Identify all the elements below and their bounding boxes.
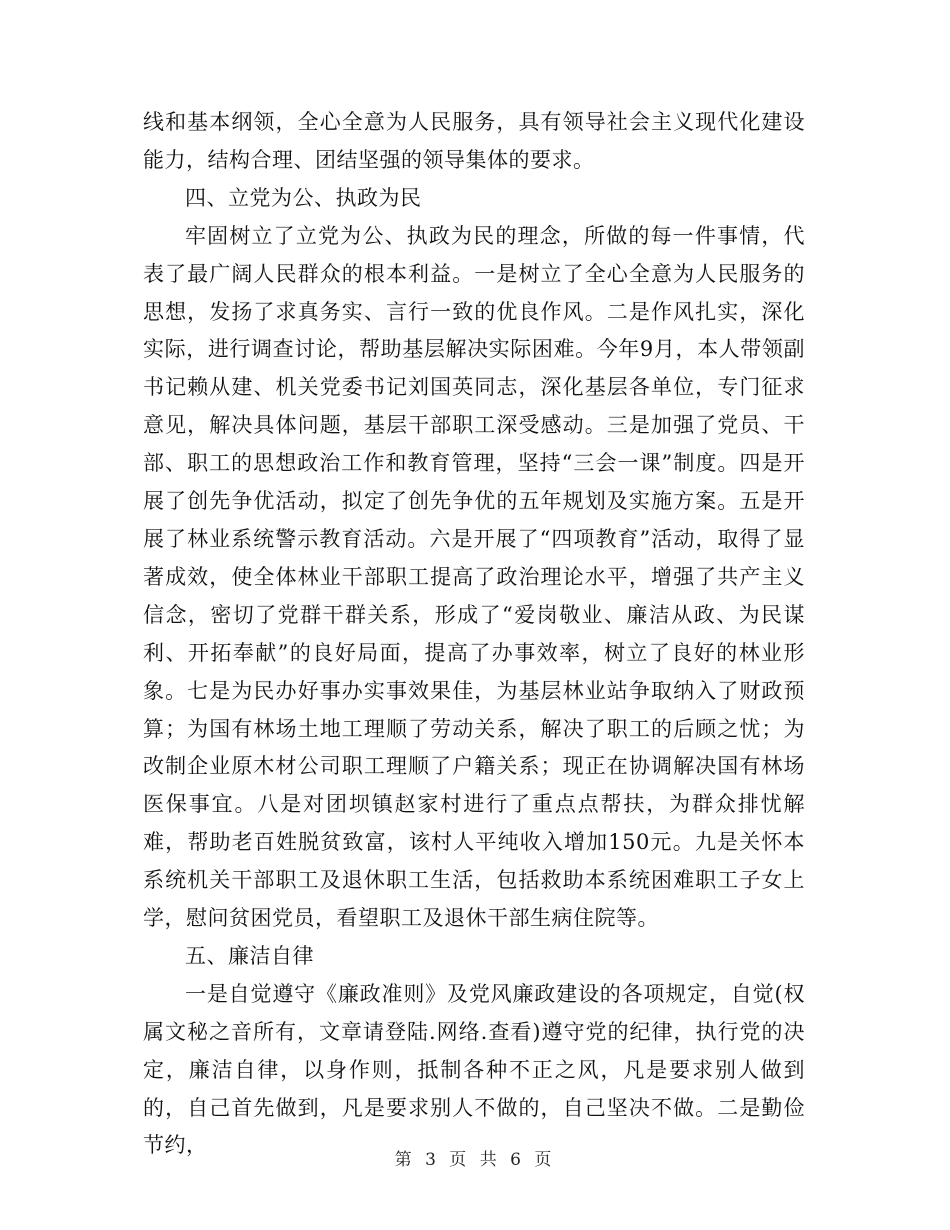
- section-heading-five: 五、廉洁自律: [185, 943, 314, 968]
- section-heading-four: 四、立党为公、执政为民: [185, 185, 422, 210]
- paragraph-continuation: 线和基本纲领，全心全意为人民服务，具有领导社会主义现代化建设能力，结构合理、团结坚强的领导集体的要求。: [143, 110, 805, 172]
- paragraph-section-four: 牢固树立了立党为公、执政为民的理念，所做的每一件事情，代表了最广阔人民群众的根本利益。一是树立了全心全意为人民服务的思想，发扬了求真务实、言行一致的优良作风。二是作风扎实，深化实际，进行调查讨论，帮助基层解决实际困难。今年9月，本人带领副书记赖从建、机关党委书记刘国英同志，深化基层各单位，专门征求意见，解决具体问题，基层干部职工深受感动。三是加强了党员、干部、职工的思想政治工作和教育管理，坚持“三会一课”制度。四是开展了创先争优活动，拟定了创先争优的五年规划及实施方案。五是开展了林业系统警示教育活动。六是开展了“四项教育”活动，取得了显著成效，使全体林业干部职工提高了政治理论水平，增强了共产主义信念，密切了党群干群关系，形成了“爱岗敬业、廉洁从政、为民谋利、开拓奉献”的良好局面，提高了办事效率，树立了良好的林业形象。七是为民办好事办实事效果佳，为基层林业站争取纳入了财政预算；为国有林场土地工理顺了劳动关系，解决了职工的后顾之忧；为改制企业原木材公司职工理顺了户籍关系；现正在协调解决国有林场医保事宜。八是对团坝镇赵家村进行了重点点帮扶，为群众排忧解难，帮助老百姓脱贫致富，该村人平纯收入增加150元。九是关怀本系统机关干部职工及退休职工生活，包括救助本系统困难职工子女上学，慰问贫困党员，看望职工及退休干部生病住院等。: [143, 223, 805, 931]
- document-body: [143, 104, 805, 1165]
- page-number-footer: 第 3 页 共 6 页: [394, 1150, 556, 1170]
- paragraph-section-five: 一是自觉遵守《廉政准则》及党风廉政建设的各项规定，自觉(权属文秘之音所有，文章请登陆.网络.查看)遵守党的纪律，执行党的决定，廉洁自律，以身作则，抵制各种不正之风，凡是要求别人做到的，自己首先做到，凡是要求别人不做的，自己坚决不做。二是勤俭节约，: [143, 981, 805, 1158]
